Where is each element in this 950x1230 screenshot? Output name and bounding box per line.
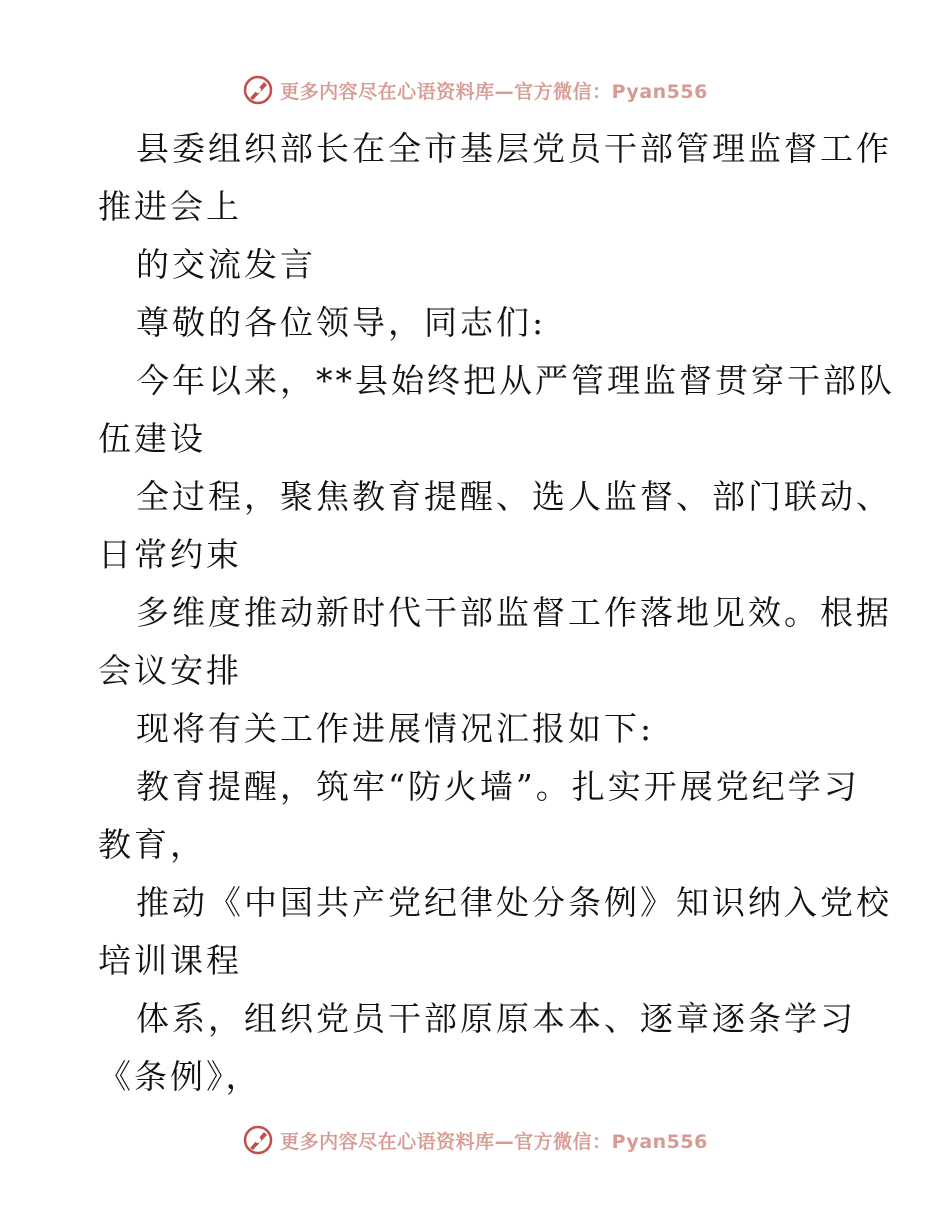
- doc-line: 《条例》，: [98, 1057, 262, 1096]
- doc-line: 今年以来，**县始终把从严管理监督贯穿干部队: [136, 361, 895, 400]
- doc-line: 体系，组织党员干部原原本本、逐章逐条学习: [136, 999, 856, 1038]
- doc-line: 的交流发言: [136, 245, 316, 284]
- doc-line: 尊敬的各位领导，同志们:: [136, 303, 547, 342]
- doc-line: 推动《中国共产党纪律处分条例》知识纳入党校: [136, 883, 892, 922]
- doc-line: 教育，: [98, 825, 206, 864]
- footer-banner: [0, 1123, 950, 1157]
- header-banner-text: 更多内容尽在心语资料库—官方微信：Pyan556: [280, 80, 708, 103]
- doc-line: 推进会上: [98, 187, 242, 226]
- doc-line: 会议安排: [98, 651, 242, 690]
- quill-logo-icon: [242, 1124, 274, 1156]
- doc-line: 县委组织部长在全市基层党员干部管理监督工作: [136, 129, 892, 168]
- header-banner: [0, 73, 950, 107]
- document-body: [98, 120, 895, 1106]
- doc-line: 日常约束: [98, 535, 242, 574]
- doc-line: 教育提醒，筑牢“防火墙”。扎实开展党纪学习: [136, 767, 860, 806]
- quill-logo-icon: [242, 74, 274, 106]
- doc-line: 培训课程: [98, 941, 242, 980]
- doc-line: 多维度推动新时代干部监督工作落地见效。根据: [136, 593, 892, 632]
- doc-line: 伍建设: [98, 419, 206, 458]
- footer-banner-text: 更多内容尽在心语资料库—官方微信：Pyan556: [280, 1130, 708, 1153]
- doc-line: 全过程，聚焦教育提醒、选人监督、部门联动、: [136, 477, 892, 516]
- doc-line: 现将有关工作进展情况汇报如下:: [136, 709, 655, 748]
